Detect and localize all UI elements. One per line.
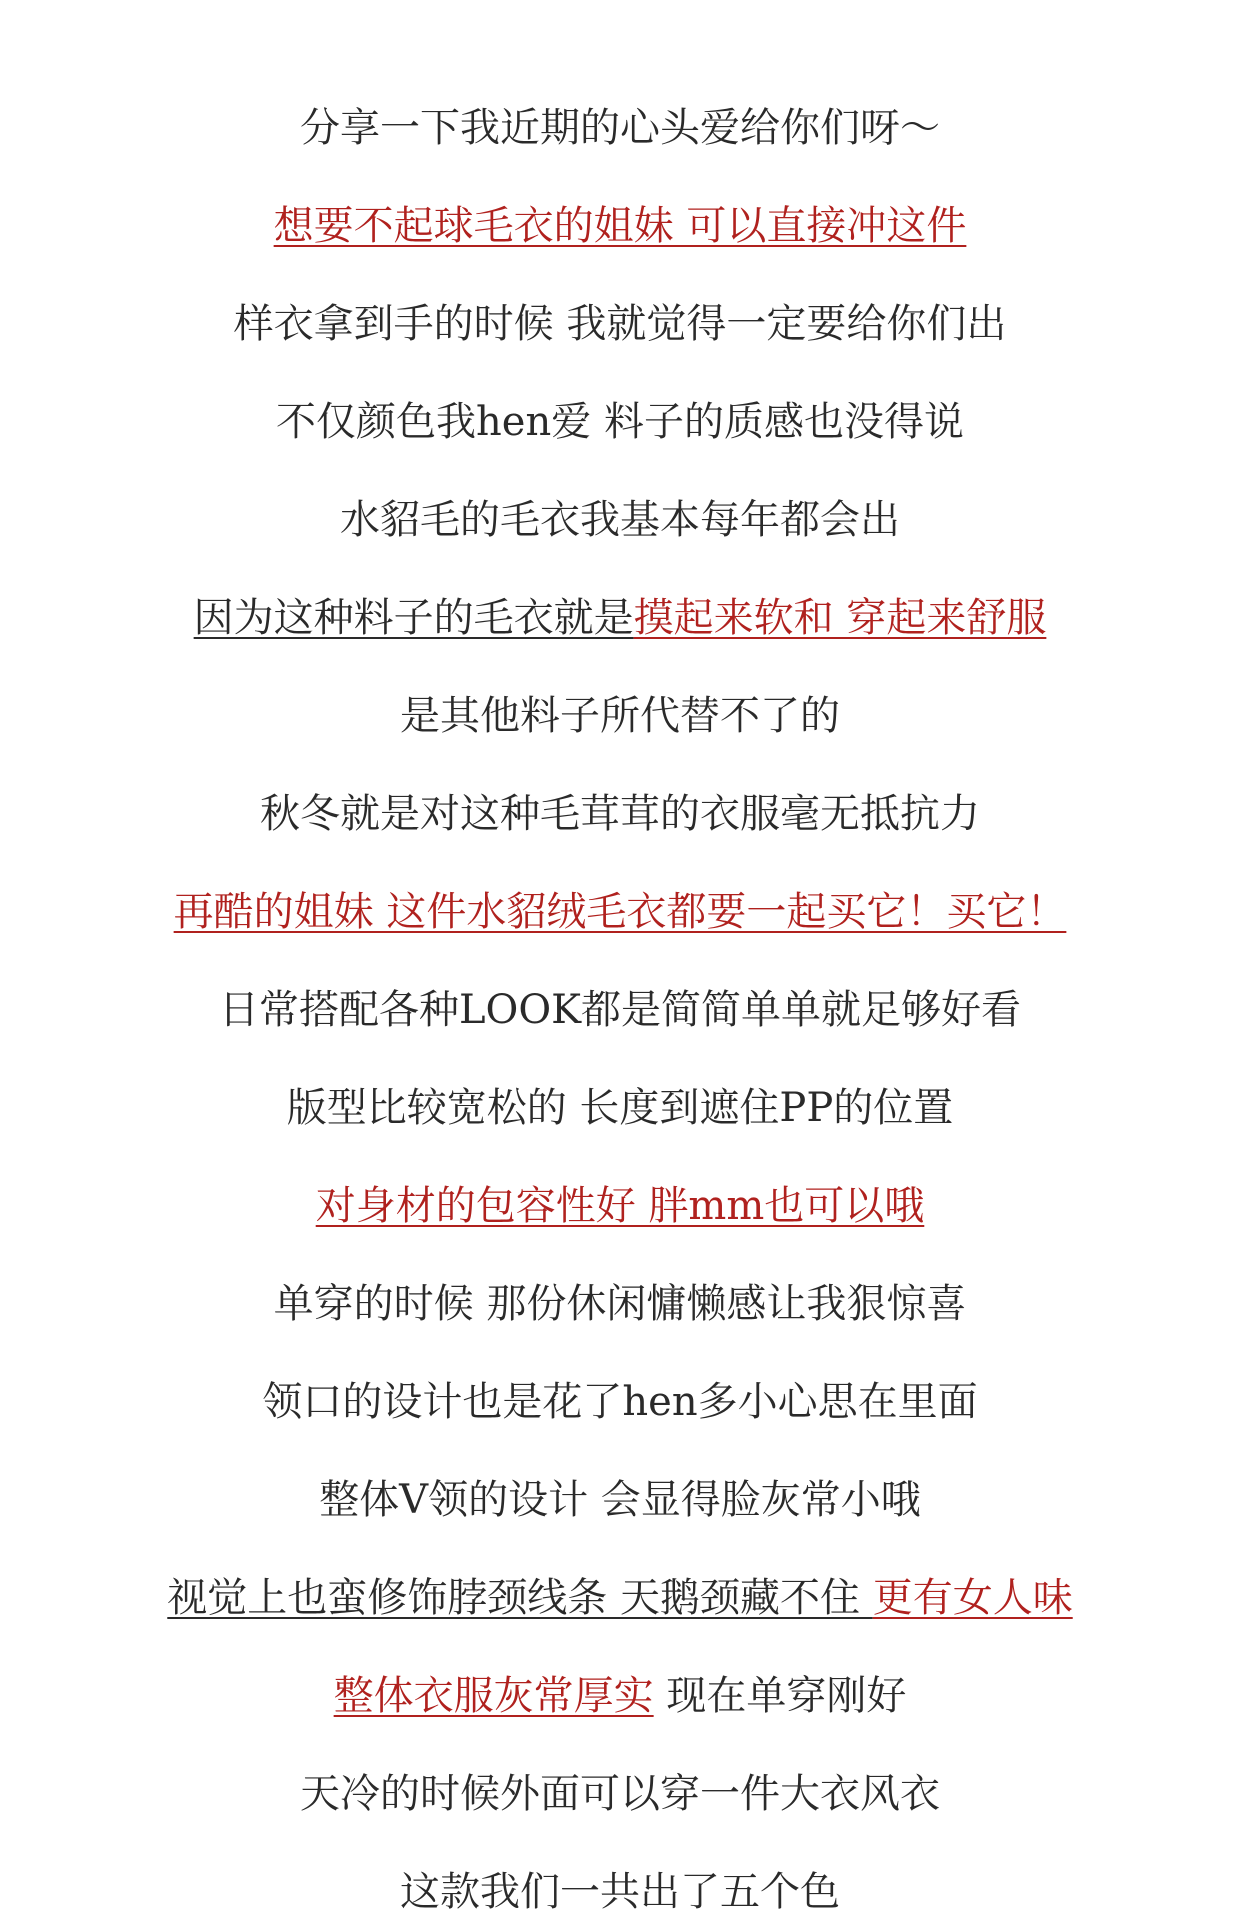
emphasized-text-segment: 对身材的包容性好 胖mm也可以哦	[315, 1183, 925, 1229]
text-segment: 日常搭配各种LOOK都是简简单单就足够好看	[218, 987, 1022, 1033]
text-line	[0, 100, 1240, 156]
emphasized-text-segment: 摸起来软和 穿起来舒服	[633, 595, 1047, 641]
text-segment: 整体V领的设计 会显得脸灰常小哦	[319, 1477, 921, 1523]
text-line	[0, 198, 1240, 254]
text-line	[0, 1276, 1240, 1332]
text-line	[0, 590, 1240, 646]
text-line	[0, 1472, 1240, 1528]
text-line	[0, 1178, 1240, 1234]
emphasized-text-segment: 视觉上也蛮修饰脖颈线条 天鹅颈藏不住	[167, 1575, 873, 1621]
text-line	[0, 1570, 1240, 1626]
text-segment: 是其他料子所代替不了的	[400, 693, 840, 739]
text-line	[0, 688, 1240, 744]
emphasized-text-segment: 更有女人味	[872, 1575, 1073, 1621]
text-line	[0, 1374, 1240, 1430]
text-line	[0, 394, 1240, 450]
text-line	[0, 1668, 1240, 1724]
text-line	[0, 296, 1240, 352]
text-segment: 这款我们一共出了五个色	[400, 1869, 840, 1915]
text-segment: 现在单穿刚好	[653, 1673, 907, 1719]
text-line	[0, 786, 1240, 842]
text-segment: 天冷的时候外面可以穿一件大衣风衣	[300, 1771, 940, 1817]
emphasized-text-segment: 因为这种料子的毛衣就是	[193, 595, 634, 641]
text-segment: 领口的设计也是花了hen多小心思在里面	[262, 1379, 978, 1425]
text-line	[0, 492, 1240, 548]
emphasized-text-segment: 整体衣服灰常厚实	[333, 1673, 654, 1719]
text-segment: 分享一下我近期的心头爱给你们呀～	[300, 105, 940, 151]
text-line	[0, 1864, 1240, 1920]
text-segment: 版型比较宽松的 长度到遮住PP的位置	[286, 1085, 954, 1131]
text-segment: 不仅颜色我hen爱 料子的质感也没得说	[276, 399, 964, 445]
text-segment: 秋冬就是对这种毛茸茸的衣服毫无抵抗力	[260, 791, 980, 837]
text-line	[0, 884, 1240, 940]
text-line	[0, 1080, 1240, 1136]
emphasized-text-segment: 再酷的姐妹 这件水貂绒毛衣都要一起买它！买它！	[173, 889, 1067, 935]
text-segment: 单穿的时候 那份休闲慵懒感让我狠惊喜	[273, 1281, 967, 1327]
text-line	[0, 982, 1240, 1038]
emphasized-text-segment: 想要不起球毛衣的姐妹 可以直接冲这件	[273, 203, 967, 249]
text-segment: 水貂毛的毛衣我基本每年都会出	[340, 497, 900, 543]
text-segment: 样衣拿到手的时候 我就觉得一定要给你们出	[233, 301, 1007, 347]
text-line	[0, 1766, 1240, 1822]
